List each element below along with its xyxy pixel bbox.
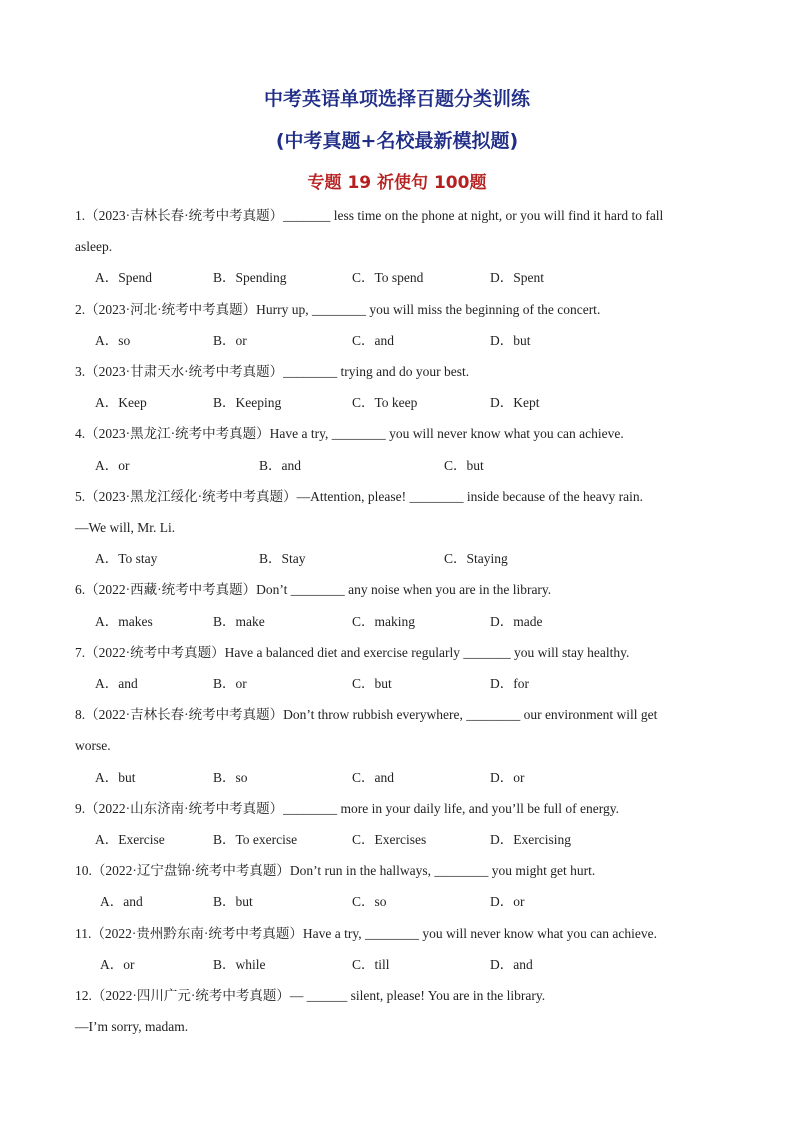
q6-option-a: A．makes — [95, 614, 153, 629]
q5-option-b: B．Stay — [259, 551, 306, 566]
q7-option-d: D．for — [490, 676, 529, 691]
topic-heading: 专题 19 祈使句 100题 — [307, 173, 487, 193]
q4-option-b: B．and — [259, 458, 301, 473]
question-stem-9: 9.（2022·山东济南·统考中考真题）________ more in your daily life, and you’ll be full of energy. — [75, 801, 620, 816]
q8-option-d: D．or — [490, 770, 525, 785]
question-stem-12-cont: —I’m sorry, madam. — [75, 1019, 189, 1034]
q6-option-c: C．making — [352, 614, 415, 629]
q4-option-a: A．or — [95, 458, 130, 473]
question-stem-3: 3.（2023·甘肃天水·统考中考真题）________ trying and do your best. — [75, 364, 470, 379]
question-stem-11: 11.（2022·贵州黔东南·统考中考真题）Have a try, ________ you will never know what you can achieve. — [75, 926, 658, 941]
q4-option-c: C．but — [444, 458, 484, 473]
q7-option-a: A．and — [95, 676, 138, 691]
question-stem-8: 8.（2022·吉林长春·统考中考真题）Don’t throw rubbish everywhere, ________ our environment will get — [75, 707, 658, 722]
question-stem-5: 5.（2023·黑龙江绥化·统考中考真题）—Attention, please! ________ inside because of the heavy rain. — [75, 489, 644, 504]
question-stem-2: 2.（2023·河北·统考中考真题）Hurry up, ________ you will miss the beginning of the concert. — [75, 302, 601, 317]
document-title: 中考英语单项选择百题分类训练 — [263, 88, 530, 110]
q9-option-b: B．To exercise — [213, 832, 298, 847]
q10-option-c: C．so — [352, 894, 387, 909]
q3-option-a: A．Keep — [95, 395, 147, 410]
q10-option-a: A．and — [100, 894, 143, 909]
q6-option-d: D．made — [490, 614, 543, 629]
q11-option-c: C．till — [352, 957, 390, 972]
question-stem-5-cont: —We will, Mr. Li. — [75, 520, 176, 535]
q11-option-b: B．while — [213, 957, 266, 972]
question-stem-1-cont: asleep. — [75, 239, 113, 254]
q2-option-b: B．or — [213, 333, 247, 348]
question-stem-4: 4.（2023·黑龙江·统考中考真题）Have a try, ________ you will never know what you can achieve. — [75, 426, 624, 441]
q8-option-c: C．and — [352, 770, 394, 785]
q10-option-b: B．but — [213, 894, 253, 909]
q6-option-b: B．make — [213, 614, 265, 629]
q1-option-b: B．Spending — [213, 270, 287, 285]
question-stem-7: 7.（2022·统考中考真题）Have a balanced diet and exercise regularly _______ you will stay healthy. — [75, 645, 630, 660]
question-stem-12: 12.（2022·四川广元·统考中考真题）— ______ silent, please! You are in the library. — [75, 988, 546, 1003]
document-subtitle: (中考真题+名校最新模拟题) — [275, 130, 519, 152]
q7-option-c: C．but — [352, 676, 392, 691]
q2-option-d: D．but — [490, 333, 531, 348]
q3-option-d: D．Kept — [490, 395, 540, 410]
q1-option-d: D．Spent — [490, 270, 544, 285]
q8-option-b: B．so — [213, 770, 248, 785]
q3-option-c: C．To keep — [352, 395, 418, 410]
q1-option-c: C．To spend — [352, 270, 424, 285]
q3-option-b: B．Keeping — [213, 395, 282, 410]
q9-option-a: A．Exercise — [95, 832, 165, 847]
question-stem-1: 1.（2023·吉林长春·统考中考真题）_______ less time on the phone at night, or you will find it hard to fall — [75, 208, 664, 223]
q1-option-a: A．Spend — [95, 270, 152, 285]
q9-option-c: C．Exercises — [352, 832, 427, 847]
question-stem-10: 10.（2022·辽宁盘锦·统考中考真题）Don’t run in the hallways, ________ you might get hurt. — [75, 863, 596, 878]
q5-option-a: A．To stay — [95, 551, 158, 566]
q10-option-d: D．or — [490, 894, 525, 909]
q7-option-b: B．or — [213, 676, 247, 691]
question-stem-6: 6.（2022·西藏·统考中考真题）Don’t ________ any noise when you are in the library. — [75, 582, 552, 597]
q11-option-d: D．and — [490, 957, 533, 972]
q5-option-c: C．Staying — [444, 551, 508, 566]
q9-option-d: D．Exercising — [490, 832, 571, 847]
q2-option-c: C．and — [352, 333, 394, 348]
q11-option-a: A．or — [100, 957, 135, 972]
q8-option-a: A．but — [95, 770, 136, 785]
question-stem-8-cont: worse. — [75, 738, 111, 753]
q2-option-a: A．so — [95, 333, 131, 348]
